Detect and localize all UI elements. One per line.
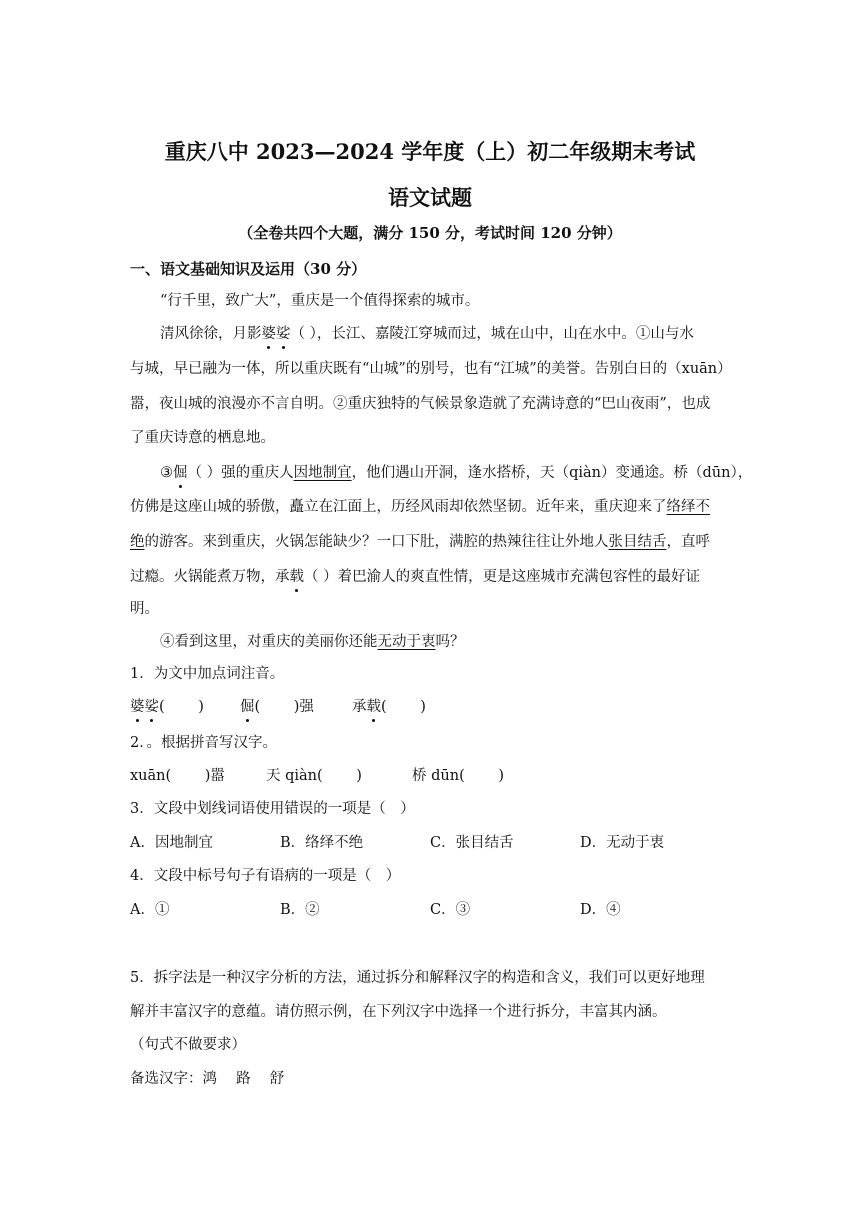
dotted-char: 婆	[261, 326, 276, 342]
question-5-line-4: 备选汉字：鸿 路 舒	[130, 1071, 285, 1087]
text-segment: 过瘾。火锅能煮万物，承	[130, 569, 290, 585]
question-5-line-3: （句式不做要求）	[130, 1037, 246, 1053]
question-3-option-d[interactable]: D．无动于衷	[580, 835, 665, 851]
text-segment: ，他们遇山开洞，逢水搭桥，天（qiàn）变通途。桥（dūn），	[351, 465, 753, 481]
underlined-word: 因地制宜	[293, 465, 352, 481]
dotted-char: 载	[289, 569, 304, 585]
text-segment: 清风徐徐，月影	[160, 326, 262, 342]
passage-para-4	[160, 632, 465, 652]
passage-para-3-line-5: 明。	[130, 601, 159, 617]
passage-para-3-line-3	[130, 532, 710, 552]
passage-para-3-line-2	[130, 497, 710, 517]
underlined-word: 绝	[130, 534, 145, 550]
question-3-option-a[interactable]: A．因地制宜	[130, 835, 213, 851]
question-5-line-1: 5．拆字法是一种汉字分析的方法，通过拆分和解释汉字的构造和含义，我们可以更好地理	[130, 970, 705, 986]
underlined-word: 络绎不	[666, 499, 710, 515]
dotted-char: 娑	[144, 699, 159, 715]
question-4-option-d[interactable]: D．④	[580, 902, 621, 918]
exam-title: 重庆八中 2023—2024 学年度（上）初二年级期末考试	[164, 139, 696, 164]
question-4-option-b[interactable]: B．②	[280, 902, 320, 918]
text-segment: ，直呼	[666, 534, 710, 550]
question-4-option-c[interactable]: C．③	[430, 902, 471, 918]
dotted-char: 倔	[240, 699, 255, 715]
passage-para-3-line-4	[130, 567, 700, 587]
text-segment: 仿佛是这座山城的骄傲，矗立在江面上，历经风雨却依然坚韧。近年来，重庆迎来了	[130, 499, 667, 515]
text-segment: 吗？	[435, 634, 465, 650]
question-2-stem: 2．。根据拼音写汉字。	[130, 735, 277, 751]
question-3-option-c[interactable]: C．张目结舌	[430, 835, 514, 851]
text-segment: ③	[160, 465, 173, 481]
passage-para-1: “行千里，致广大”，重庆是一个值得探索的城市。	[160, 293, 480, 309]
exam-note: （全卷共四个大题，满分 150 分，考试时间 120 分钟）	[238, 224, 622, 242]
answer-blank: ( )	[381, 699, 426, 715]
dotted-char: 倔	[173, 465, 188, 481]
question-4-option-a[interactable]: A．①	[130, 902, 170, 918]
answer-blank: ( )强	[254, 699, 314, 715]
passage-para-2-line-2: 与城，早已融为一体，所以重庆既有“山城”的别号，也有“江城”的美誉。告别白日的（xuān）	[130, 361, 732, 377]
dotted-char: 载	[366, 699, 381, 715]
question-1-item-b	[240, 697, 314, 717]
section-heading: 一、语文基础知识及运用（30 分）	[130, 260, 367, 278]
question-2-item-a: xuān( )嚣	[130, 768, 225, 784]
text-segment: ④看到这里，对重庆的美丽你还能	[160, 634, 378, 650]
passage-para-2-line-3: 嚣，夜山城的浪漫亦不言自明。②重庆独特的气候景象造就了充满诗意的“巴山夜雨”，也成	[130, 396, 711, 412]
text-segment: 承	[352, 699, 367, 715]
question-1-item-c	[352, 697, 426, 717]
exam-subtitle: 语文试题	[388, 185, 472, 210]
answer-blank: ( )	[159, 699, 204, 715]
question-1-stem: 1．为文中加点词注音。	[130, 666, 285, 682]
dotted-char: 婆	[130, 699, 145, 715]
text-segment: 的游客。来到重庆，火锅怎能缺少？一口下肚，满腔的热辣往往让外地人	[144, 534, 609, 550]
text-segment: （ ）着巴渝人的爽直性情，更是这座城市充满包容性的最好证	[304, 569, 701, 585]
passage-para-2-line-4: 了重庆诗意的栖息地。	[130, 430, 275, 446]
question-1-item-a	[130, 697, 204, 717]
underlined-word: 张目结舌	[608, 534, 667, 550]
question-2-item-c: 桥 dūn( )	[412, 768, 504, 784]
text-segment: （ ），长江、嘉陵江穿城而过，城在山中，山在水中。①山与水	[290, 326, 694, 342]
question-3-stem: 3．文段中划线词语使用错误的一项是（ ）	[130, 801, 415, 817]
passage-para-2-line-1	[160, 324, 694, 344]
dotted-char: 娑	[276, 326, 291, 342]
text-segment: （ ）强的重庆人	[187, 465, 294, 481]
question-5-line-2: 解并丰富汉字的意蕴。请仿照示例，在下列汉字中选择一个进行拆分，丰富其内涵。	[130, 1004, 667, 1020]
question-3-option-b[interactable]: B．络绎不绝	[280, 835, 364, 851]
underlined-word: 无动于衷	[377, 634, 436, 650]
passage-para-3-line-1	[160, 463, 752, 483]
question-4-stem: 4．文段中标号句子有语病的一项是（ ）	[130, 868, 401, 884]
question-2-item-b: 天 qiàn( )	[266, 768, 362, 784]
